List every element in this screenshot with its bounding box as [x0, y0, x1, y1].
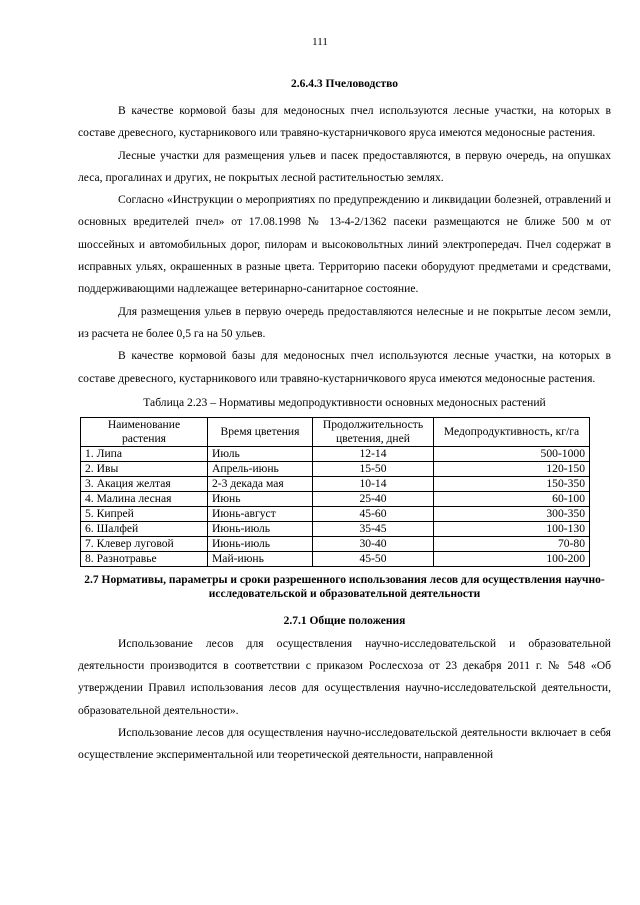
table-cell: Июнь: [208, 491, 313, 506]
table-cell: 100-130: [434, 521, 590, 536]
honey-productivity-table: [80, 417, 590, 567]
table-cell: 12-14: [313, 446, 434, 461]
paragraph: Лесные участки для размещения ульев и пасек предоставляются, в первую очередь, на опушках леса, прогалинах и других, не покрытых лесной растительностью землях.: [78, 148, 611, 184]
table-cell: 6. Шалфей: [81, 521, 208, 536]
section-27-heading: 2.7 Нормативы, параметры и сроки разрешенного использования лесов для осуществления научно-исследовательской и образовательной деятельности: [84, 573, 605, 600]
table-cell: 300-350: [434, 506, 590, 521]
column-header: Наименование растения: [81, 417, 208, 446]
table-cell: Июнь-август: [208, 506, 313, 521]
table-cell: Май-июнь: [208, 551, 313, 566]
table-cell: 1. Липа: [81, 446, 208, 461]
paragraph: Использование лесов для осуществления научно-исследовательской деятельности включает в себя осуществление экспериментальной или теоретической деятельности, направленной: [78, 726, 611, 762]
table-cell: 15-50: [313, 461, 434, 476]
table-cell: 25-40: [313, 491, 434, 506]
table-cell: 120-150: [434, 461, 590, 476]
table-cell: 150-350: [434, 476, 590, 491]
table-cell: 4. Малина лесная: [81, 491, 208, 506]
table-row: [81, 461, 590, 476]
table-cell: 500-1000: [434, 446, 590, 461]
column-header: Время цветения: [208, 417, 313, 446]
page-number: 111: [312, 36, 328, 48]
table-cell: Июнь-июль: [208, 536, 313, 551]
table-row: [81, 476, 590, 491]
column-header: Продолжительность цветения, дней: [313, 417, 434, 446]
section-271-heading: 2.7.1 Общие положения: [283, 614, 406, 627]
table-cell: 45-50: [313, 551, 434, 566]
table-row: [81, 536, 590, 551]
paragraph: Согласно «Инструкции о мероприятиях по предупреждению и ликвидации болезней, отравлений и основных вредителей пчел» от 17.08.1998 № 13-4-2/1362 пасеки размещаются не ближе 500 м от шоссейных и автомобильных дорог, пилорам и высоковольтных линий электропередач. Пчел содержат в исправных ульях, окрашенных в разные цвета. Территорию пасеки оборудуют предметами и средствами, поддерживающими надлежащее ветеринарно-санитарное состояние.: [78, 193, 611, 296]
table-row: [81, 506, 590, 521]
table-cell: Июнь-июль: [208, 521, 313, 536]
column-header: Медопродуктивность, кг/га: [434, 417, 590, 446]
table-caption: Таблица 2.23 – Нормативы медопродуктивности основных медоносных растений: [143, 395, 546, 409]
table-cell: Июль: [208, 446, 313, 461]
document-body: [78, 78, 611, 767]
paragraph: В качестве кормовой базы для медоносных пчел используются лесные участки, на которых в составе древесного, кустарникового или травяно-кустарничкового яруса имеются медоносные растения.: [78, 349, 611, 385]
table-cell: 35-45: [313, 521, 434, 536]
table-cell: 5. Кипрей: [81, 506, 208, 521]
table-row: [81, 491, 590, 506]
paragraph: В качестве кормовой базы для медоносных пчел используются лесные участки, на которых в составе древесного, кустарникового или травяно-кустарничкового яруса имеются медоносные растения.: [78, 104, 611, 140]
section-heading: 2.6.4.3 Пчеловодство: [291, 78, 398, 90]
table-row: [81, 446, 590, 461]
paragraph: Для размещения ульев в первую очередь предоставляются нелесные и не покрытые лесом земли, из расчета не более 0,5 га на 50 ульев.: [78, 304, 611, 340]
table-cell: 7. Клевер луговой: [81, 536, 208, 551]
table-row: [81, 521, 590, 536]
table-cell: 2-3 декада мая: [208, 476, 313, 491]
table-cell: 3. Акация желтая: [81, 476, 208, 491]
table-cell: 8. Разнотравье: [81, 551, 208, 566]
table-cell: 60-100: [434, 491, 590, 506]
table-cell: 10-14: [313, 476, 434, 491]
table-cell: 45-60: [313, 506, 434, 521]
table-cell: 100-200: [434, 551, 590, 566]
table-cell: 2. Ивы: [81, 461, 208, 476]
table-header-row: [81, 417, 590, 446]
table-cell: 30-40: [313, 536, 434, 551]
table-row: [81, 551, 590, 566]
paragraph: Использование лесов для осуществления научно-исследовательской и образовательной деятельности производится в соответствии с приказом Рослесхоза от 23 декабря 2011 г. № 548 «Об утверждении Правил использования лесов для осуществления научно-исследовательской деятельности, образовательной деятельности».: [78, 636, 611, 717]
table-cell: Апрель-июнь: [208, 461, 313, 476]
table-cell: 70-80: [434, 536, 590, 551]
